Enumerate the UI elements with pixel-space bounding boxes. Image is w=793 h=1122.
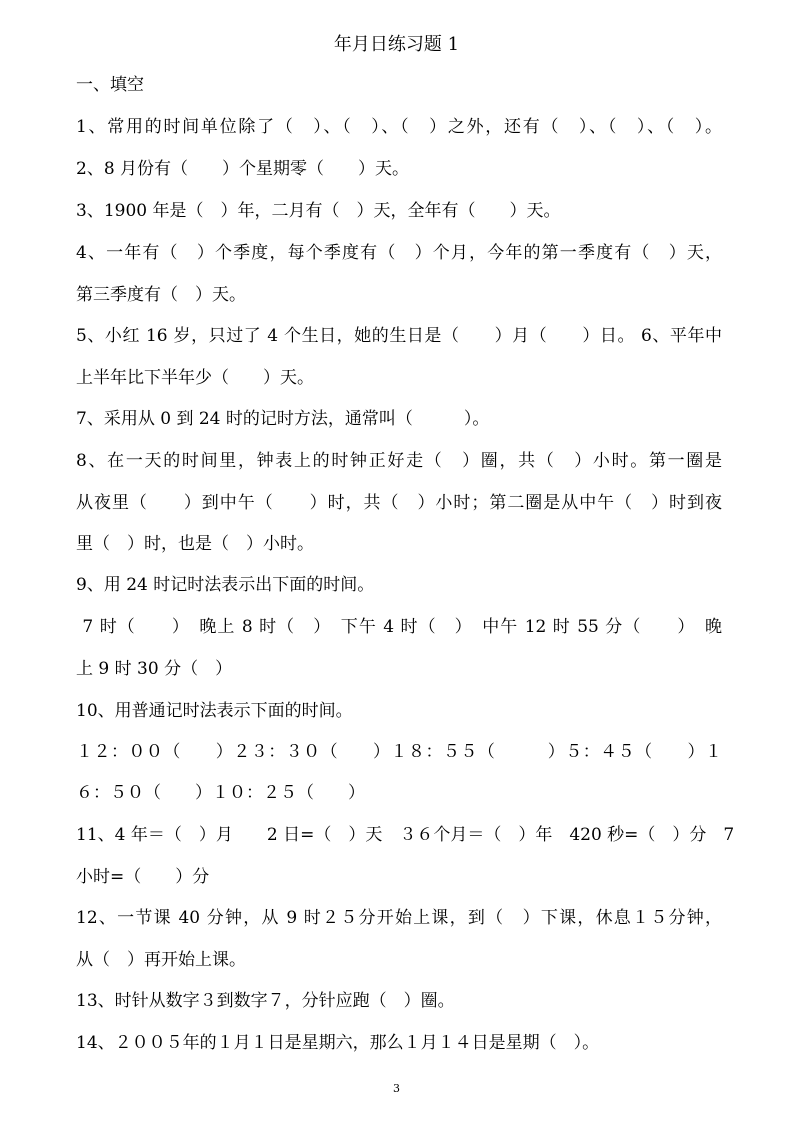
question-line: １２：００（ ）２３：３０（ ）１８：５５（ ）５：４５（ ）１ [76, 742, 722, 762]
question-line: 1、常用的时间单位除了（ ）、（ ）、（ ）之外，还有（ ）、（ ）、（ ）。 [76, 117, 722, 137]
question-line: 11、4 年＝（ ）月 2 日=（ ）天 ３６个月＝（ ）年 420 秒=（ ）分 7 [76, 825, 735, 845]
question-line: 4、一年有（ ）个季度，每个季度有（ ）个月，今年的第一季度有（ ）天， [76, 243, 722, 263]
question-line: 12、一节课 40 分钟，从 9 时２５分开始上课，到（ ）下课，休息１５分钟， [76, 908, 722, 928]
question-line: 小时=（ ）分 [76, 867, 210, 887]
question-line: 从（ ）再开始上课。 [76, 950, 246, 970]
question-line: 14、２００５年的１月１日是星期六，那么１月１４日是星期（ ）。 [76, 1033, 600, 1053]
question-line: 5、小红 16 岁，只过了 4 个生日，她的生日是（ ）月（ ）日。 6、平年中 [76, 326, 722, 346]
question-line: 7 时（ ） 晚上 8 时（ ） 下午 4 时（ ） 中午 12 时 55 分（ ） 晚 [76, 617, 722, 637]
question-line: 10、用普通记时法表示下面的时间。 [76, 701, 353, 721]
question-line: 上半年比下半年少（ ）天。 [76, 368, 314, 388]
page-title: 年月日练习题 1 [333, 34, 460, 55]
question-line: 2、8 月份有（ ）个星期零（ ）天。 [76, 159, 410, 179]
question-line: ６：５０（ ）１０：２５（ ） [76, 783, 365, 803]
question-line: 7、采用从 0 到 24 时的记时方法，通常叫（ ）。 [76, 409, 490, 429]
question-line: 上 9 时 30 分（ ） [76, 659, 233, 679]
question-line: 13、时针从数字３到数字７，分针应跑（ ）圈。 [76, 991, 455, 1011]
question-line: 里（ ）时，也是（ ）小时。 [76, 534, 314, 554]
question-line: 8、在一天的时间里，钟表上的时钟正好走（ ）圈，共（ ）小时。第一圈是 [76, 451, 722, 471]
page-number: 3 [393, 1082, 400, 1095]
question-line: 9、用 24 时记时法表示出下面的时间。 [76, 575, 375, 595]
section-heading: 一、填空 [76, 75, 144, 95]
question-line: 从夜里（ ）到中午（ ）时，共（ ）小时；第二圈是从中午（ ）时到夜 [76, 493, 722, 513]
question-line: 3、1900 年是（ ）年，二月有（ ）天，全年有（ ）天。 [76, 201, 561, 221]
question-line: 第三季度有（ ）天。 [76, 285, 246, 305]
